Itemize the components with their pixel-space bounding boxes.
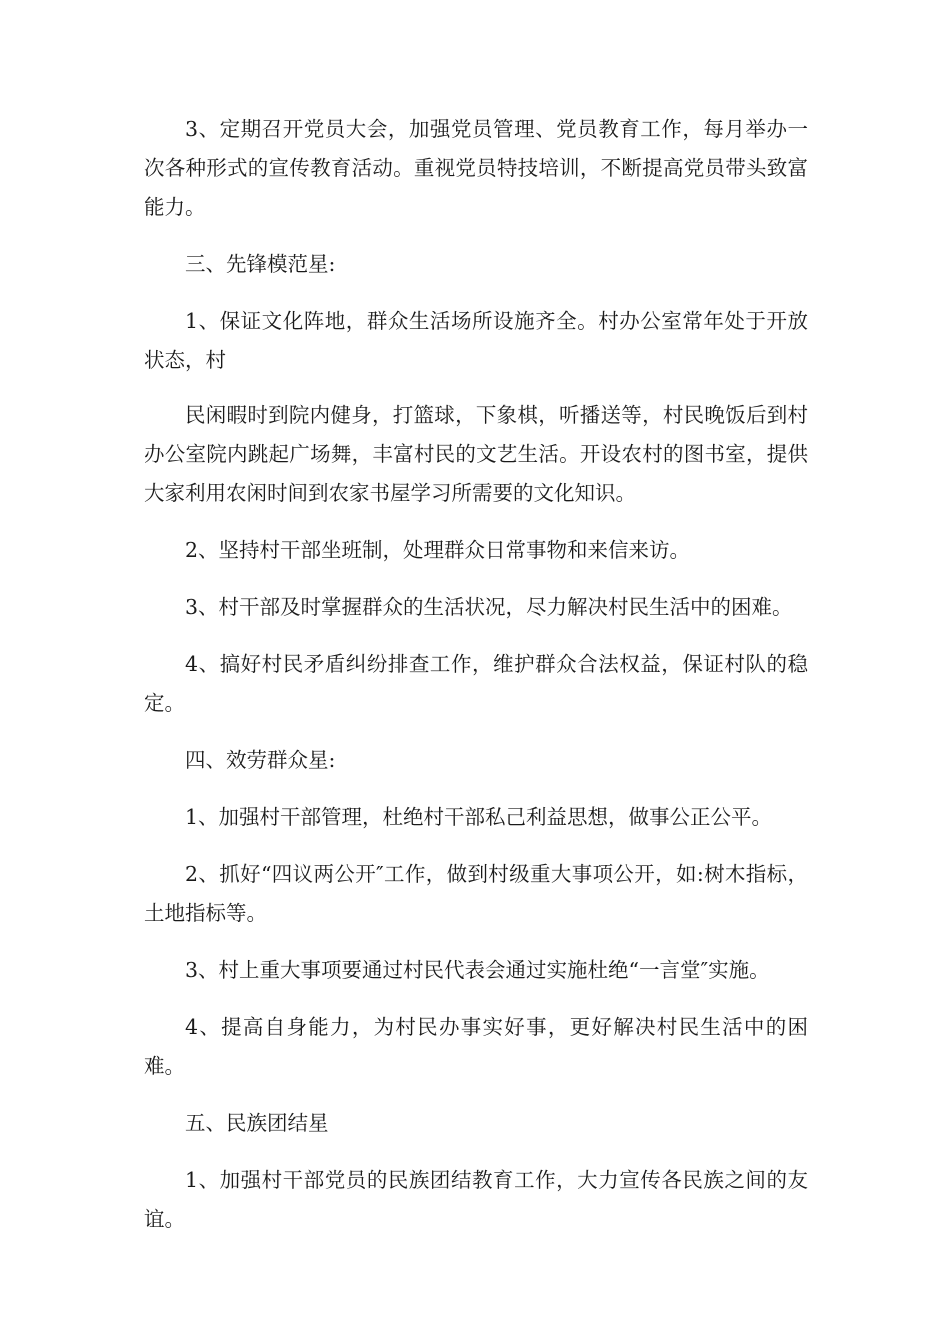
paragraph-item-1-ethnic-unity-education: 1、加强村干部党员的民族团结教育工作，大力宣传各民族之间的友谊。 <box>144 1168 808 1231</box>
paragraph-item-3-party-meetings: 3、定期召开党员大会，加强党员管理、党员教育工作，每月举办一次各种形式的宣传教育活动。重视党员特技培训，不断提高党员带头致富能力。 <box>144 117 808 219</box>
document-body <box>144 110 808 1257</box>
section-heading-ethnic-unity-star: 五、民族团结星 <box>185 1111 329 1135</box>
paragraph-item-1-cultural-position: 1、保证文化阵地，群众生活场所设施齐全。村办公室常年处于开放状态，村 <box>144 309 808 372</box>
section-heading-pioneer-star: 三、先锋模范星: <box>185 252 336 276</box>
paragraph-villager-leisure: 民闲暇时到院内健身，打篮球，下象棋，听播送等，村民晚饭后到村办公室院内跳起广场舞，丰富村民的文艺生活。开设农村的图书室，提供大家利用农闲时间到农家书屋学习所需要的文化知识。 <box>144 403 808 505</box>
paragraph-item-1-cadre-management: 1、加强村干部管理，杜绝村干部私己利益思想，做事公正公平。 <box>185 805 773 829</box>
paragraph-item-2-office-duty: 2、坚持村干部坐班制，处理群众日常事物和来信来访。 <box>185 538 691 562</box>
paragraph-item-3-major-matters: 3、村上重大事项要通过村民代表会通过实施杜绝“一言堂″实施。 <box>185 958 770 982</box>
paragraph-item-4-self-improvement: 4、提高自身能力，为村民办事实好事，更好解决村民生活中的困难。 <box>144 1015 808 1078</box>
paragraph-item-4-dispute-resolution: 4、搞好村民矛盾纠纷排查工作，维护群众合法权益，保证村队的稳定。 <box>144 652 808 715</box>
paragraph-item-2-four-discussions: 2、抓好“四议两公开″工作，做到村级重大事项公开，如:树木指标，土地指标等。 <box>144 862 808 925</box>
paragraph-item-3-living-conditions: 3、村干部及时掌握群众的生活状况，尽力解决村民生活中的困难。 <box>185 595 793 619</box>
section-heading-service-star: 四、效劳群众星: <box>185 748 336 772</box>
